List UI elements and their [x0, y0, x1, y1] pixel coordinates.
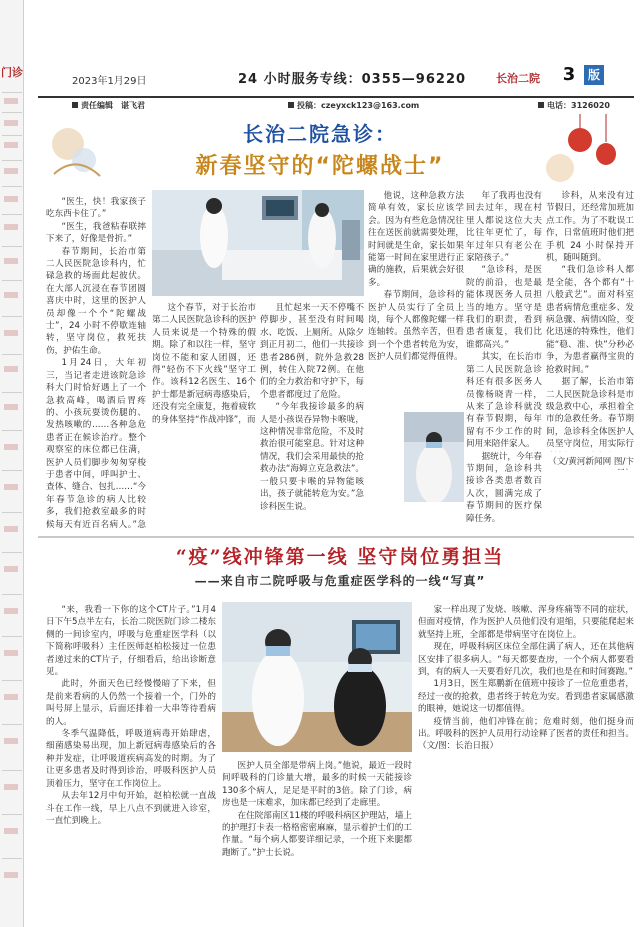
- strip-mark: [4, 484, 18, 490]
- strip-rule: [2, 246, 22, 247]
- strip-rule: [2, 112, 22, 113]
- strip-mark: [4, 784, 18, 790]
- strip-rule: [2, 552, 22, 553]
- strip-section-title: 门诊: [1, 66, 23, 79]
- strip-mark: [4, 366, 18, 372]
- article1-title-line2: 新春坚守的“陀螺战士”: [195, 154, 445, 179]
- strip-rule: [2, 858, 22, 859]
- article1-photo-emergency-room: [152, 190, 364, 296]
- article1-column-1: “医生，快！我家孩子吃东西卡住了。” “医生，我爸粘春联摔下来了，好像是骨折。” 春节期间，长治市第二人民医院急诊科内，忙碌急救的场面此起彼伏。在大部人沉浸在春节团圆喜庆中时，这里的医护人员却像一个个“陀螺战士”，24 小时不停歇连轴转，坚守岗位，救死扶伤，护佑生命。 1月24日，大年初三，当记者走进该院急诊科大门时恰好遇上了一个急救高峰，喝酒后胃疼的、小孩玩耍烫伤腿的、发热咳嗽的……各种急危患者正在候诊治疗。整个观察室的床位都已住满，医护人员们脚步匆匆穿梭于患者中间，呼叫护士、查体、缝合、包扎……“今年春节急诊的病人比较多，我们抢救室最多的时候每天有近百名病人。”急: [46, 197, 146, 530]
- hotline: [238, 68, 466, 87]
- strip-mark: [4, 120, 18, 126]
- strip-mark: [4, 404, 18, 410]
- strip-mark: [4, 872, 18, 878]
- strip-mark: [4, 694, 18, 700]
- strip-mark: [4, 828, 18, 834]
- article1-column-2: 这个春节，对于长治市第二人民医院急诊科的医护人员来说是一个特殊的假期。除了和以往一样，坚守岗位不能和家人团圆，还得“轻伤不下火线”坚守工作。该科12名医生、16个护士都是新冠病毒感染后，还没有完全康复，拖着疲软的身体坚持“作战冲锋”，而: [152, 303, 256, 425]
- page-header: [38, 60, 634, 100]
- section-divider: [38, 536, 634, 538]
- strip-rule: [2, 430, 22, 431]
- strip-rule: [2, 316, 22, 317]
- article2-column-3: 家一样出现了发烧、咳嗽、浑身疼痛等不同的症状，但面对疫情，作为医护人员他们没有退缩，只要能爬起来就坚持上班，全部都是带病坚守在岗位上。 现在，呼吸科病区床位全部住满了病人，还在其他病区安排了很多病人。“每天都要查房，一个个病人都要看到，有的病人一天要看好几次，我们也是在和时间赛跑。” 1月3日，医生郑鹏新在值班中接诊了一位危重患者，经过一夜的抢救，患者终于转危为安。看到患者家属感激的眼神，她说这一切都值得。 疫情当前，他们冲锋在前；危难时刻，他们挺身而出。呼吸科的医护人员用行动诠释了医者的责任和担当。（文/图：长治日报）: [418, 605, 634, 752]
- paper-name: 长治二院: [496, 72, 540, 85]
- strip-mark: [4, 196, 18, 202]
- phone-line: 电话：3126020: [538, 100, 610, 111]
- article1-column-6: 诊科，从来没有过节假日，还经常加班加点工作。为了不耽误工作，日常值班时他们把手机 24 小时保持开机，随叫随到。 “我们急诊科人都是全能，各个都有“十八般武艺”。面对科室患者病情危重症多、发病急骤、病情凶险，变化迅速的特殊性，他们能“稳、准、快”分秒必争，为患者赢得宝贵的抢救时间。” 据了解，长治市第二人民医院急诊科是市级急救中心，承担着全市的急救任务。春节期间，急诊科全体医护人员坚守岗位，用实际行: [546, 191, 634, 450]
- article2-photo-consultation: [222, 602, 412, 752]
- strip-rule: [2, 214, 22, 215]
- lantern-decoration-icon: [540, 114, 630, 188]
- editor-line: 责任编辑 谌飞君: [72, 100, 145, 111]
- strip-rule: [2, 92, 22, 93]
- article2-subtitle: ——来自市二院呼吸与危重症医学科的一线“写真”: [194, 574, 486, 588]
- strip-mark: [4, 608, 18, 614]
- strip-rule: [2, 135, 22, 136]
- article2-column-2: 医护人员全部是带病上岗。”他说，最近一段时间呼吸科的门诊量大增，最多的时候一天能接诊130多个病人，足足是平时的3倍。除了门诊，病房也是一床难求，加床都已经到了走廊里。 在住院部南区11楼的呼吸科病区护理站，墙上的护理打卡表一格格密密麻麻，显示着护士们的工作量。“每个病人都要详细记录，一个班下来腿都跑断了。”护士长说。: [222, 761, 412, 858]
- article2-column-1: “来，我看一下你的这个CT片子。”1月4日下午5点半左右，长治二院医院门诊二楼东侧的一间诊室内，呼吸与危重症医学科（以下简称呼吸科）主任医师赵柏松接过一位患者递过来的CT片子，仔细看后，给出诊断意见。 此时，外面天色已经慢慢暗了下来，但是前来看病的人仍然一个接着一个，门外的叫号屏上显示，后面还排着一大串等待看病的人。 冬季气温降低，呼吸道病毒开始肆虐，细菌感染易出现，加上新冠病毒感染后的各种并发症，让呼吸道疾病高发的时期。为了让更多患者及时得到诊治，呼吸科医护人员顶着压力，坚守在工作岗位上。 从去年12月中旬开始，赵柏松就一直战斗在工作一线，早上八点不到就进入诊室，一直忙到晚上。: [46, 605, 216, 826]
- strip-mark: [4, 330, 18, 336]
- hotline-number: 0355—96220: [361, 72, 467, 87]
- strip-mark: [4, 224, 18, 230]
- strip-mark: [4, 444, 18, 450]
- lantern-decoration-icon: [46, 114, 106, 188]
- strip-mark: [4, 650, 18, 656]
- strip-rule: [2, 770, 22, 771]
- issue-date: 2023年1月29日: [72, 76, 147, 87]
- strip-rule: [2, 354, 22, 355]
- strip-rule: [2, 680, 22, 681]
- adjacent-page-strip: [0, 0, 24, 927]
- strip-mark: [4, 142, 18, 148]
- strip-mark: [4, 258, 18, 264]
- article1-headline: [110, 118, 530, 180]
- strip-rule: [2, 814, 22, 815]
- hotline-label: 24 小时服务专线：: [238, 72, 362, 87]
- strip-rule: [2, 392, 22, 393]
- email-line: 投稿：czeyxck123@163.com: [288, 100, 419, 111]
- strip-rule: [2, 724, 22, 725]
- strip-rule: [2, 186, 22, 187]
- square-bullet-icon: [288, 102, 294, 108]
- strip-mark: [4, 738, 18, 744]
- page-bottom-fade: [24, 905, 640, 927]
- article1-column-4: 他说，这种急救方法简单有效，家长应该学会。因为有些危急情况往往在送医前就需要处理，时间就是生命，家长如果能第一时间在家里进行正确的施救，后果就会好很多。 春节期间，急诊科的医护人员实行了全员上岗，每个人都像陀螺一样连轴转。虽然辛苦，但看到一个个患者转危为安，医护人员们都觉得值得。: [368, 191, 464, 363]
- strip-rule: [2, 512, 22, 513]
- strip-mark: [4, 292, 18, 298]
- strip-mark: [4, 98, 18, 104]
- strip-mark: [4, 566, 18, 572]
- article1-column-5: 年了我再也没有回去过年，现在村里人都说这位大夫比往年更忙了，每年过年只有老公在家陪孩子。” “急诊科，是医院的前沿，也是最能体现医务人员担当的地方。坚守是我们的职责，看到患者康复，我们比谁都高兴。” 其实，在长治市第二人民医院急诊科还有很多医务人员像杨晓青一样，从来了急诊科就没有春节假期，每年留有不少工作的时间用来陪伴家人。 据统计，今年春节期间，急诊科共接诊各类患者数百人次，圆满完成了春节期间的医疗保障任务。: [466, 191, 542, 524]
- strip-mark: [4, 526, 18, 532]
- square-bullet-icon: [72, 102, 78, 108]
- page-suffix: 版: [584, 65, 604, 85]
- strip-mark: [4, 168, 18, 174]
- page-number: 3: [562, 64, 576, 85]
- strip-rule: [2, 280, 22, 281]
- subheader-bar: [38, 96, 634, 110]
- article1-credit: （文/黄河新闻网 图/卞: [548, 457, 634, 467]
- article1-photo-doctor: [404, 412, 464, 502]
- article1-column-3: 且忙起来一天不停嘴不停脚步，甚至没有时间喝水、吃饭、上厕所。从除夕到正月初二，他们一共接诊患者286例，院外急救28例，转住入院72例。在他们的全力救治和守护下，每个患者都度过了危险。 “今年我接诊最多的病人是小孩误吞异物卡喉咙，这种情况非常危险，不及时救治很可能窒息。针对这种情况，我们会采用最快的抢救办法“海姆立克急救法”。一般只要卡喉的异物能咳出，孩子就能转危为安。”急诊科医生说。: [260, 303, 364, 512]
- article1-title-line1: 长治二院急诊：: [243, 122, 397, 146]
- square-bullet-icon: [538, 102, 544, 108]
- strip-rule: [2, 594, 22, 595]
- strip-rule: [2, 470, 22, 471]
- strip-rule: [2, 160, 22, 161]
- article2-title: “疫”线冲锋第一线 坚守岗位勇担当: [175, 546, 505, 568]
- strip-rule: [2, 636, 22, 637]
